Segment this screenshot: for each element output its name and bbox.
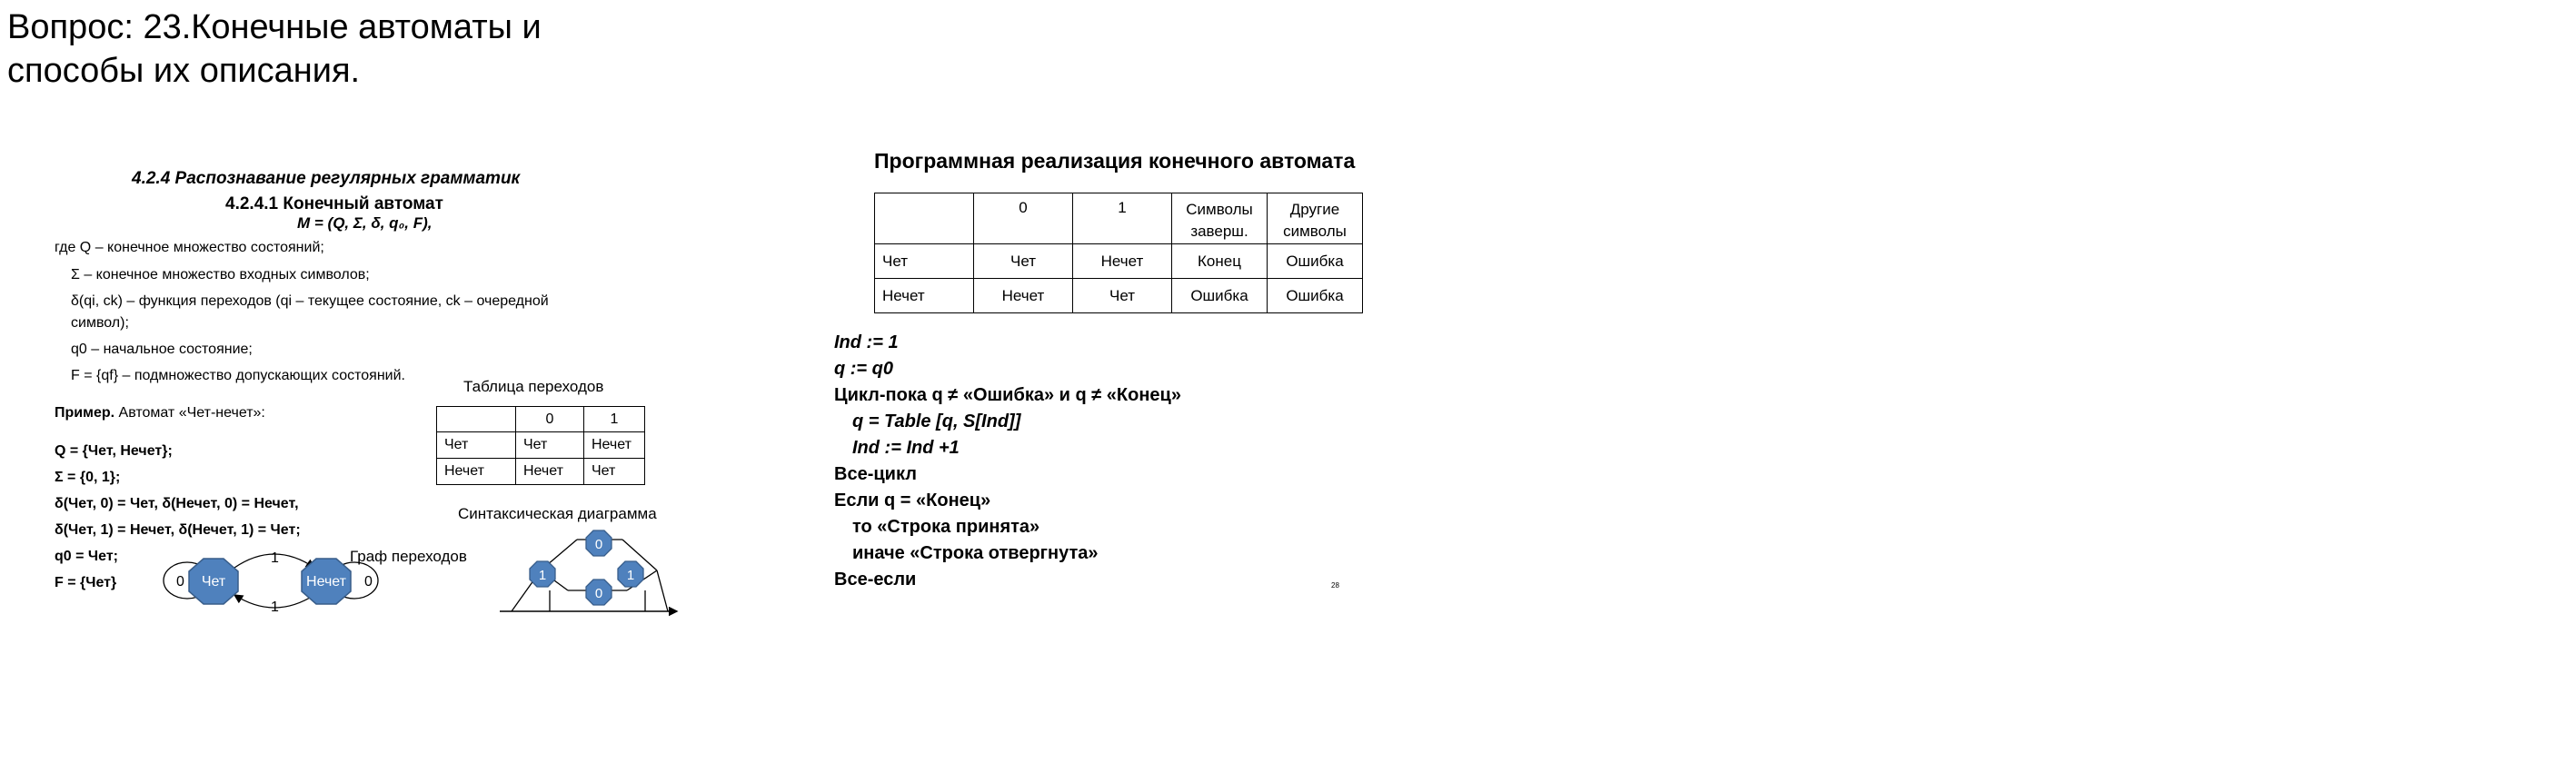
question-title: Вопрос: 23.Конечные автоматы и способы их описания. [7, 8, 542, 90]
transition-table [436, 406, 645, 485]
table-cell: Чет [1073, 279, 1172, 313]
example-line: δ(Чет, 0) = Чет, δ(Нечет, 0) = Нечет, [55, 496, 299, 511]
table-cell: 1 [1073, 193, 1172, 244]
slide-subheading: 4.2.4.1 Конечный автомат [225, 194, 443, 213]
code-line: Если q = «Конец» [834, 491, 991, 510]
edge-label: 1 [271, 600, 279, 615]
table-cell: Чет [437, 432, 516, 459]
example-line: q0 = Чет; [55, 549, 118, 564]
transition-graph-title: Граф переходов [350, 548, 467, 565]
example-line: Q = {Чет, Нечет}; [55, 443, 173, 459]
transition-graph [153, 540, 398, 622]
table-cell: Символы заверш. [1172, 193, 1268, 244]
program-transition-table [874, 193, 1363, 313]
left-slide [0, 0, 691, 773]
table-cell: Другие символы [1268, 193, 1363, 244]
table-cell: Нечет [516, 459, 584, 485]
syntax-node-label: 1 [538, 568, 547, 583]
example-text: Автомат «Чет-нечет»: [118, 405, 265, 421]
state-label: Чет [201, 574, 226, 590]
definition-line: δ(qi, ck) – функция переходов (qi – текущее состояние, ck – очередной [71, 293, 549, 309]
page-number: 28 [1331, 581, 1339, 590]
table-cell: Ошибка [1268, 244, 1363, 279]
slide-title: Программная реализация конечного автомата [874, 149, 1356, 173]
code-line: иначе «Строка отвергнута» [852, 543, 1099, 563]
table-cell: Чет [974, 244, 1073, 279]
code-line: Цикл-пока q ≠ «Ошибка» и q ≠ «Конец» [834, 385, 1181, 405]
syntax-node-label: 0 [594, 537, 603, 552]
table-cell: 1 [584, 407, 645, 432]
table-cell [875, 193, 974, 244]
example-label: Пример. [55, 405, 115, 421]
code-line: Ind := 1 [834, 332, 899, 352]
table-cell: 0 [516, 407, 584, 432]
right-slide [818, 0, 1454, 773]
table-cell: Конец [1172, 244, 1268, 279]
edge-label: 1 [271, 550, 279, 566]
code-line: Все-цикл [834, 464, 917, 484]
table-cell: Чет [516, 432, 584, 459]
table-cell: Нечет [875, 279, 974, 313]
example-line: δ(Чет, 1) = Нечет, δ(Нечет, 1) = Чет; [55, 522, 301, 538]
definition-line: F = {qf} – подмножество допускающих состояний. [71, 368, 405, 383]
edge-label: 0 [176, 574, 184, 590]
state-label: Нечет [306, 574, 346, 590]
table-cell: Ошибка [1172, 279, 1268, 313]
table-cell [437, 407, 516, 432]
example-intro [55, 405, 265, 421]
table-cell: Нечет [974, 279, 1073, 313]
table-cell: Ошибка [1268, 279, 1363, 313]
table-cell: Чет [584, 459, 645, 485]
transition-table-title: Таблица переходов [463, 378, 604, 395]
syntax-node-label: 1 [626, 568, 635, 583]
definition-line: q0 – начальное состояние; [71, 342, 253, 357]
syntax-diagram [495, 525, 677, 616]
example-line: F = {Чет} [55, 575, 117, 590]
code-line: q = Table [q, S[Ind]] [852, 411, 1021, 431]
table-cell: Нечет [437, 459, 516, 485]
definition-line: Σ – конечное множество входных символов; [71, 267, 370, 282]
syntax-diagram-title: Синтаксическая диаграмма [458, 505, 657, 522]
table-cell: 0 [974, 193, 1073, 244]
table-cell: Нечет [584, 432, 645, 459]
slide-heading: 4.2.4 Распознавание регулярных грамматик [132, 169, 521, 188]
code-line: Ind := Ind +1 [852, 438, 960, 458]
example-line: Σ = {0, 1}; [55, 470, 121, 485]
edge-label: 0 [364, 574, 373, 590]
table-cell: Нечет [1073, 244, 1172, 279]
code-line: то «Строка принята» [852, 517, 1040, 537]
definition-line: символ); [71, 315, 129, 331]
automaton-tuple: M = (Q, Σ, δ, q₀, F), [297, 214, 433, 232]
code-line: Все-если [834, 570, 917, 590]
table-cell: Чет [875, 244, 974, 279]
code-line: q := q0 [834, 359, 894, 379]
definition-line: где Q – конечное множество состояний; [55, 240, 324, 255]
syntax-node-label: 0 [594, 586, 603, 601]
